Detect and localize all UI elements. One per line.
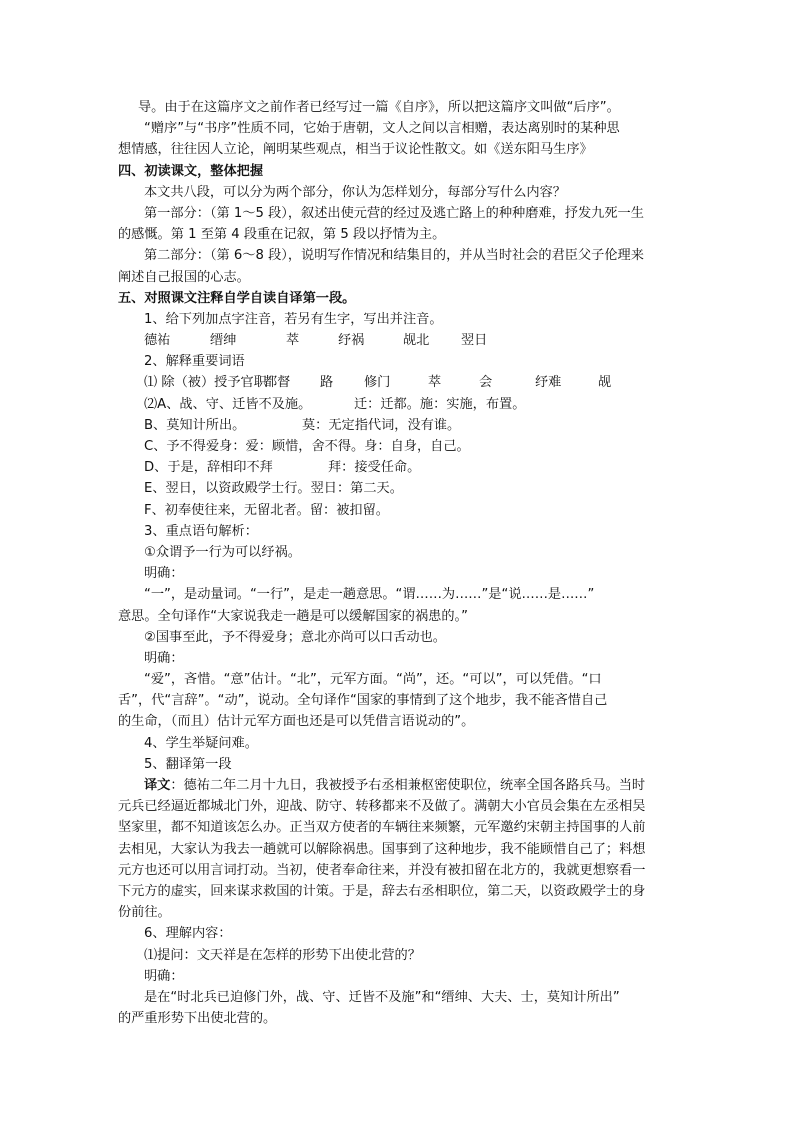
paragraph-line: 元方也还可以用言词打动。当初，使者奉命往来，并没有被扣留在北方的，我就更想察看一 — [118, 862, 646, 878]
vocabulary-row — [118, 372, 683, 393]
paragraph-line: 去相见，大家认为我去一趟就可以解除祸患。国事到了这种地步，我不能顾惜自己了；料想 — [118, 841, 646, 857]
word-item: 路 — [320, 375, 334, 391]
paragraph-line: 5、翻译第一段 — [144, 756, 232, 772]
paragraph-line: 明确： — [144, 650, 184, 666]
paragraph-line: 第二部分：（第 6～8 段），说明写作情况和结集目的，并从当时社会的君臣父子伦理来 — [144, 248, 644, 264]
word-item: 翌日 — [461, 333, 488, 349]
note-line: C、予不得爱身：爱：顾惜，舍不得。身：自身，自己。 — [144, 439, 470, 454]
paragraph-line: 的感慨。第 1 至第 4 段重在记叙，第 5 段以抒情为主。 — [118, 227, 446, 243]
note-sentence: ⑵A、战、守、迁皆不及施。 — [144, 396, 312, 412]
note-explanation: 莫：无定指代词，没有谁。 — [302, 417, 461, 433]
word-item: 觇北 — [403, 333, 430, 349]
paragraph-line: ②国事至此，予不得爱身；意北亦尚可以口舌动也。 — [144, 629, 446, 645]
paragraph-line: 第一部分：（第 1～5 段），叙述出使元营的经过及逃亡路上的种种磨难，抒发九死一生 — [144, 205, 644, 221]
paragraph-line: 是在“时北兵已迫修门外，战、守、迁皆不及施”和“缙绅、大夫、士，莫知计所出” — [144, 989, 620, 1005]
paragraph-line: 的严重形势下出使北营的。 — [118, 1011, 277, 1027]
section-heading-5: 五、对照课文注释自学自读自译第一段。 — [118, 290, 356, 306]
paragraph-line: 的生命，（而且）估计元军方面也还是可以凭借言语说动的”。 — [118, 714, 475, 730]
paragraph-line: 意思。全句译作“大家说我走一趟是可以缓解国家的祸患的。” — [118, 608, 468, 624]
word-item: 纾难 — [535, 375, 562, 391]
paragraph-line: 阐述自己报国的心志。 — [118, 269, 250, 285]
paragraph-line: 导。由于在这篇序文之前作者已经写过一篇《自序》，所以把这篇序文叫做“后序”。 — [138, 100, 620, 115]
paragraph-line: 元兵已经逼近都城北门外，迎战、防守、转移都来不及做了。满朝大小官员会集在左丞相吴 — [118, 799, 646, 815]
paragraph-line: 6、理解内容： — [144, 926, 232, 942]
paragraph-line: 3、重点语句解析： — [144, 523, 258, 539]
paragraph-line: 坚家里，都不知道该怎么办。正当双方使者的车辆往来频繁，元军邀约宋朝主持国事的人前 — [118, 820, 646, 836]
note-sentence: B、莫知计所出。 — [144, 417, 246, 433]
word-item: 纾祸 — [338, 333, 365, 349]
paragraph-line: ⑴提问：文天祥是在怎样的形势下出使北营的？ — [144, 947, 421, 963]
paragraph-line: 份前往。 — [118, 905, 171, 921]
paragraph-line: 明确： — [144, 968, 184, 984]
document-page — [118, 97, 683, 1029]
paragraph-line: 明确： — [144, 566, 184, 582]
note-explanation: 拜：接受任命。 — [328, 460, 421, 476]
word-item: 觇 — [598, 375, 612, 391]
word-item: 都督 — [264, 375, 291, 391]
section-heading-4: 四、初读课文，整体把握 — [118, 163, 264, 179]
word-item: 萃 — [286, 333, 300, 349]
word-item: 萃 — [428, 375, 442, 391]
word-item: ⑴ 除（被）授予官职 — [144, 375, 267, 391]
paragraph-line: “一”，是动量词。“一行”，是走一趟意思。“谓……为……”是“说……是……” — [144, 587, 595, 603]
paragraph-line: 2、解释重要词语 — [144, 354, 245, 370]
paragraph-line: 4、学生举疑问难。 — [144, 735, 258, 751]
paragraph-line: “爱”，吝惜。“意”估计。“北”，元军方面。“尚”，还。“可以”，可以凭借。“口 — [144, 672, 602, 688]
note-row — [118, 394, 683, 415]
note-row — [118, 415, 683, 436]
paragraph-line: ①众谓予一行为可以纾祸。 — [144, 544, 301, 560]
note-explanation: 迁：迁都。施：实施，布置。 — [354, 396, 526, 412]
word-item: 会 — [479, 375, 493, 391]
paragraph-line: 本文共八段，可以分为两个部分，你认为怎样划分，每部分写什么内容？ — [144, 184, 566, 200]
translation-text: ：德祐二年二月十九日，我被授予右丞相兼枢密使职位，统率全国各路兵马。当时 — [170, 778, 646, 793]
note-line: E、翌日，以资政殿学士行。翌日：第二天。 — [144, 481, 403, 497]
note-sentence: D、于是，辞相印不拜 — [144, 460, 273, 476]
translation-label: 译文 — [144, 778, 171, 793]
paragraph-line: 1、给下列加点字注音，若另有生字，写出并注音。 — [144, 311, 443, 327]
word-item: 缙绅 — [210, 333, 237, 349]
note-row — [118, 457, 683, 478]
paragraph-line: 舌”，代“言辞”。“动”，说动。全句译作“国家的事情到了这个地步，我不能吝惜自己 — [118, 693, 608, 709]
paragraph-line: “赠序”与“书序”性质不同，它始于唐朝，文人之间以言相赠，表达离别时的某种思 — [144, 121, 620, 137]
paragraph-line: 想情感，往往因人立论，阐明某些观点，相当于议论性散文。如《送东阳马生序》 — [118, 142, 593, 158]
word-item: 德祐 — [144, 333, 171, 349]
note-line: F、初奉使往来，无留北者。留：被扣留。 — [144, 502, 389, 518]
pronunciation-word-row — [118, 330, 683, 351]
paragraph-line: 下元方的虚实，回来谋求救国的计策。于是，辞去右丞相职位，第二天，以资政殿学士的身 — [118, 883, 646, 899]
word-item: 修门 — [364, 375, 391, 391]
paragraph-line — [118, 775, 683, 796]
